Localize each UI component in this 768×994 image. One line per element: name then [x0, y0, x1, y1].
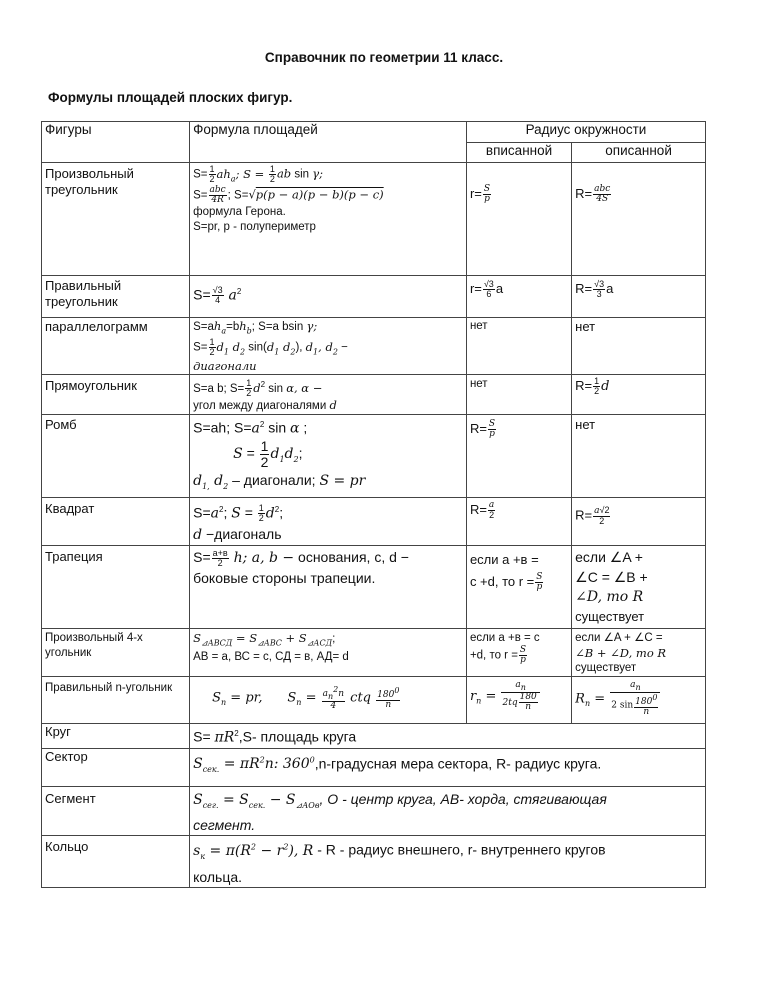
- table-row: Правильный треугольник S= $\frac{√3}{4}$ $a^2$ r= $\frac{√3}{6}$ a R= $\frac{√3}{3}$ a: [42, 276, 706, 318]
- figure-name: Правильный n-угольник: [45, 681, 173, 694]
- figure-name: параллелограмм: [45, 319, 148, 334]
- table-row: Произвольный треугольник S= $\frac{1}{2}$ $ah_a$; S = $\frac{1}{2}$ ab sin γ; S= abc 4R ; S=√p(p − a)(p − b)(p − c) формула Герона. S=pr, p - полупериметр r= $\frac{S}{p}$ R= abc 4S: [42, 163, 706, 276]
- formula-line: S=ah; $S=a^2$ sin α ;: [193, 420, 308, 438]
- table-row: [42, 628, 706, 676]
- circumradius-condition: существует: [575, 661, 637, 674]
- circumradius-condition: ∠B + ∠D, то R: [575, 645, 667, 660]
- circumradius-condition: если ∠A + ∠C =: [575, 631, 663, 644]
- table-row: [42, 723, 706, 748]
- formula-line: $S=ah_a=bh_b$; S=a bsin γ;: [193, 319, 318, 336]
- formula-line: S= $\frac{√3}{4}$ $a^2$: [190, 276, 467, 318]
- formula-line: диагонали: [193, 359, 257, 374]
- formula-line: $S=a^2$; S = $\frac{1}{2}$ $d^2$;: [193, 503, 284, 524]
- inradius-formula: нет: [466, 375, 571, 415]
- figure-name: Трапеция: [45, 548, 103, 564]
- circumradius-formula: a: [606, 280, 614, 296]
- formula-line: $d_{1,}$ $d_2$ – диагонали; S = pr: [193, 472, 366, 491]
- inradius-formula: $r_n$ = $a_n$ 2tq $\frac{180}{n}$: [466, 676, 571, 723]
- formula-line: $S_{сек.} = \pi R^2n$: $360^0,n$-градусная мера сектора, R- радиус круга.: [190, 748, 706, 786]
- header-radius: Радиус окружности: [466, 122, 705, 143]
- figure-name: Круг: [42, 723, 190, 748]
- circumradius-condition: если ∠A +: [575, 548, 643, 565]
- formula-line: $S_{⊿АВСД} = S_{⊿АВС} + S_{⊿АСД}$;: [193, 630, 336, 648]
- circumradius-condition: ∠C = ∠B +: [575, 568, 648, 585]
- figure-name: Прямоугольник: [45, 378, 137, 394]
- formula-line: S=pr, p - полупериметр: [193, 220, 316, 233]
- formula-line: $S_{сег.} = S_{сек.} - S_{⊿АОв}$, О - центр круга, АВ- хорда, стягивающая: [193, 790, 607, 810]
- formula-line: S= $\frac{1}{2}$ $d_1$ $d_2$ $\sin(d_1$ $d_2$), $d_1$, $d_2$ −: [193, 337, 348, 358]
- formula-line: $S_n$ = pr, $S_n$ = $\frac{a_n^2n}{4}$ ctq $\frac{180^0}{n}$: [190, 676, 467, 723]
- circumradius-formula: R= $\frac{1}{2}$ d: [572, 375, 706, 415]
- section-title: Формулы площадей плоских фигур.: [48, 90, 293, 105]
- inradius-formula: R= $\frac{S}{p}$: [466, 415, 571, 497]
- figure-name: Сегмент: [45, 790, 96, 806]
- table-row: [42, 545, 706, 628]
- inradius-formula: R= $\frac{a}{2}$: [466, 497, 571, 545]
- formula-line: $S= \pi R^2,S-$ площадь круга: [190, 723, 706, 748]
- table-row: [42, 836, 706, 887]
- circumradius-formula: R= $\frac{a√2}{2}$: [572, 497, 706, 545]
- table-row: [42, 786, 706, 836]
- formula-line: d −диагональ: [193, 525, 282, 543]
- inradius-formula: нет: [466, 318, 571, 375]
- formula-line: S= $\frac{1}{2}$ $ah_a$; S = $\frac{1}{2}$ ab sin γ;: [193, 164, 323, 184]
- inradius-condition: если а +в = с: [469, 631, 540, 644]
- formula-line: S= a+в 2 h; a, b − основания, c, d −: [193, 547, 409, 568]
- formula-line: боковые стороны трапеции.: [193, 569, 376, 586]
- formula-line: кольца.: [193, 868, 243, 885]
- formula-line: угол между диагоналями d: [193, 398, 337, 413]
- circumradius-formula: нет: [572, 415, 706, 497]
- figure-name: Квадрат: [45, 500, 95, 516]
- formula-line: АВ = а, ВС = с, СД = в, АД= d: [193, 651, 349, 664]
- inradius-condition: если а +в =: [469, 551, 539, 567]
- figure-name: Правильный треугольник: [45, 278, 122, 309]
- formula-line: S= abc 4R ; S=√p(p − a)(p − b)(p − c): [193, 184, 384, 205]
- formula-line: S = $\frac{1}{2}$ $d_1d_2$;: [233, 438, 303, 471]
- table-row: [42, 415, 706, 497]
- formula-table: [41, 121, 706, 888]
- circumradius-condition: ∠D, то R: [575, 588, 644, 605]
- inradius-formula: c +d, то r = $\frac{S}{p}$: [469, 571, 543, 592]
- formula-line: формула Герона.: [193, 205, 286, 218]
- circumradius-formula: $R_n$ = $a_n$ 2 sin $\frac{180^0}{n}$: [572, 676, 706, 723]
- table-row: [42, 748, 706, 786]
- formula-line: S=a b; S= $\frac{1}{2}$ $d^2$ sin α, α −: [193, 378, 323, 399]
- inradius-formula: a: [495, 280, 504, 296]
- header-circumscribed: описанной: [572, 143, 706, 163]
- page-title: Справочник по геометрии 11 класс.: [264, 50, 504, 65]
- table-row: [42, 375, 706, 415]
- formula-line: $s_к = \pi(R^2 - r^2)$, R - R - радиус внешнего, r- внутреннего кругов: [193, 841, 606, 861]
- figure-name: Произвольный 4-х угольник: [45, 631, 143, 659]
- inradius-formula: +d, то r = $\frac{S}{p}$: [469, 644, 527, 665]
- figure-name: Сектор: [42, 748, 190, 786]
- header-inscribed: вписанной: [466, 143, 571, 163]
- inradius-formula: r=: [469, 185, 482, 201]
- circumradius-formula: R=: [575, 185, 593, 201]
- formula-line: сегмент.: [193, 817, 256, 834]
- figure-name: Ромб: [45, 417, 77, 433]
- table-row: [42, 318, 706, 375]
- header-formula: Формула площадей: [190, 122, 467, 163]
- circumradius-condition: существует: [575, 608, 645, 624]
- table-row: [42, 497, 706, 545]
- figure-name: Кольцо: [45, 839, 89, 855]
- header-figures: Фигуры: [42, 122, 190, 163]
- table-row: [42, 676, 706, 723]
- circumradius-formula: нет: [572, 318, 706, 375]
- figure-name: Произвольный треугольник: [45, 166, 134, 197]
